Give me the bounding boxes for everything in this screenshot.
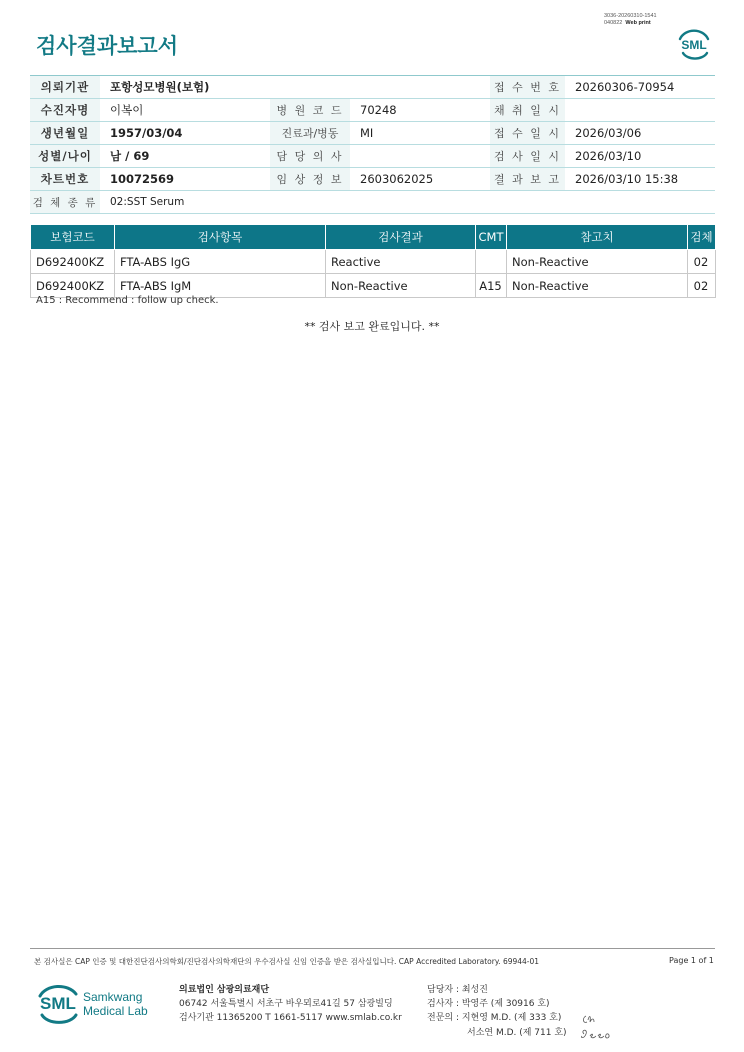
- doctor-value: [350, 145, 490, 168]
- report-label: 결 과 보 고: [490, 168, 565, 191]
- hosp-code-label: 병 원 코 드: [270, 99, 350, 122]
- row-code: D692400KZ: [31, 274, 115, 298]
- signature-icon: [578, 1006, 614, 1046]
- samkwang-logo-icon: [36, 980, 154, 1026]
- collect-date-label: 채 취 일 시: [490, 99, 565, 122]
- report-title: 검사결과보고서: [36, 34, 179, 58]
- info-row: [30, 99, 715, 122]
- dob-value: 1957/03/04: [100, 122, 270, 145]
- specialist-line-2: 서소연 M.D. (제 711 호): [467, 1028, 567, 1038]
- row-result: Non-Reactive: [326, 274, 476, 298]
- cmt-note: A15 : Recommend : follow up check.: [36, 295, 219, 306]
- print-info: [604, 13, 657, 27]
- sex-age-value: 남 / 69: [100, 145, 270, 168]
- dob-label: 생년월일: [30, 122, 100, 145]
- results-table: [30, 225, 716, 298]
- hosp-code-value: 70248: [350, 99, 490, 122]
- org-name: 의료법인 삼광의료재단: [179, 985, 270, 995]
- name-label: 수진자명: [30, 99, 100, 122]
- results-header: [31, 225, 716, 250]
- row-item: FTA-ABS IgG: [115, 250, 326, 274]
- print-mode: Web print: [625, 20, 651, 26]
- row-ref: Non-Reactive: [507, 274, 688, 298]
- clinical-label: 임 상 정 보: [270, 168, 350, 191]
- receipt-no-label: 접 수 번 호: [490, 76, 565, 99]
- row-cmt: A15: [476, 274, 507, 298]
- print-code: 3036-20260310-1541: [604, 13, 657, 19]
- info-row: [30, 145, 715, 168]
- receipt-no-value: 20260306-70954: [565, 76, 715, 99]
- info-row: [30, 168, 715, 191]
- col-specimen: 검체: [688, 225, 716, 250]
- row-item: FTA-ABS IgM: [115, 274, 326, 298]
- doctor-label: 담 당 의 사: [270, 145, 350, 168]
- col-item: 검사항목: [115, 225, 326, 250]
- receipt-date-value: 2026/03/06: [565, 122, 715, 145]
- report-value: 2026/03/10 15:38: [565, 168, 715, 191]
- row-code: D692400KZ: [31, 250, 115, 274]
- col-ref: 참고치: [507, 225, 688, 250]
- footer-logo-abbr: SML: [40, 994, 76, 1013]
- info-row: [30, 191, 715, 214]
- org-contact: 검사기관 11365200 T 1661-5117 www.smlab.co.kr: [179, 1013, 402, 1023]
- sml-logo-icon: [676, 27, 712, 61]
- sex-age-label: 성별/나이: [30, 145, 100, 168]
- specimen-label: 검 체 종 류: [30, 191, 100, 214]
- test-date-value: 2026/03/10: [565, 145, 715, 168]
- col-code: 보험코드: [31, 225, 115, 250]
- dept-label: 진료과/병동: [270, 122, 350, 145]
- logo-text: SML: [681, 38, 707, 52]
- row-ref: Non-Reactive: [507, 250, 688, 274]
- test-date-label: 검 사 일 시: [490, 145, 565, 168]
- row-specimen: 02: [688, 274, 716, 298]
- footer-divider: [30, 948, 715, 949]
- req-org-value: 포항성모병원(보험): [100, 76, 490, 99]
- table-row: [31, 274, 716, 298]
- name-value: 이복이: [100, 99, 270, 122]
- manager-line: 담당자 : 최성진: [427, 985, 488, 995]
- org-address: 06742 서울특별시 서초구 바우뫼로41길 57 삼광빌딩: [179, 999, 393, 1009]
- info-row: [30, 76, 715, 99]
- row-cmt: [476, 250, 507, 274]
- footer-logo-name-1: Samkwang: [83, 990, 143, 1004]
- patient-info-table: [30, 75, 715, 214]
- page-number: Page 1 of 1: [669, 956, 714, 965]
- completion-message: ** 검사 보고 완료입니다. **: [304, 320, 440, 333]
- row-specimen: 02: [688, 250, 716, 274]
- receipt-date-label: 접 수 일 시: [490, 122, 565, 145]
- dept-value: MI: [350, 122, 490, 145]
- req-org-label: 의뢰기관: [30, 76, 100, 99]
- chart-no-label: 차트번호: [30, 168, 100, 191]
- footer-logo-name-2: Medical Lab: [83, 1004, 148, 1018]
- info-row: [30, 122, 715, 145]
- specimen-value: 02:SST Serum: [100, 191, 715, 214]
- certification-text: 본 검사실은 CAP 인증 및 대한진단검사의학회/진단검사의학재단의 우수검사실 신임 인증을 받은 검사실입니다. CAP Accredited Laboratory. 69944-01: [34, 957, 540, 966]
- print-code-2: 040822: [604, 20, 623, 26]
- specialist-line-1: 전문의 : 지현영 M.D. (제 333 호): [427, 1013, 562, 1023]
- collect-date-value: [565, 99, 715, 122]
- row-result: Reactive: [326, 250, 476, 274]
- table-row: [31, 250, 716, 274]
- chart-no-value: 10072569: [100, 168, 270, 191]
- tester-line: 검사자 : 박영주 (제 30916 호): [427, 999, 550, 1009]
- col-cmt: CMT: [476, 225, 507, 250]
- col-result: 검사결과: [326, 225, 476, 250]
- clinical-value: 2603062025: [350, 168, 490, 191]
